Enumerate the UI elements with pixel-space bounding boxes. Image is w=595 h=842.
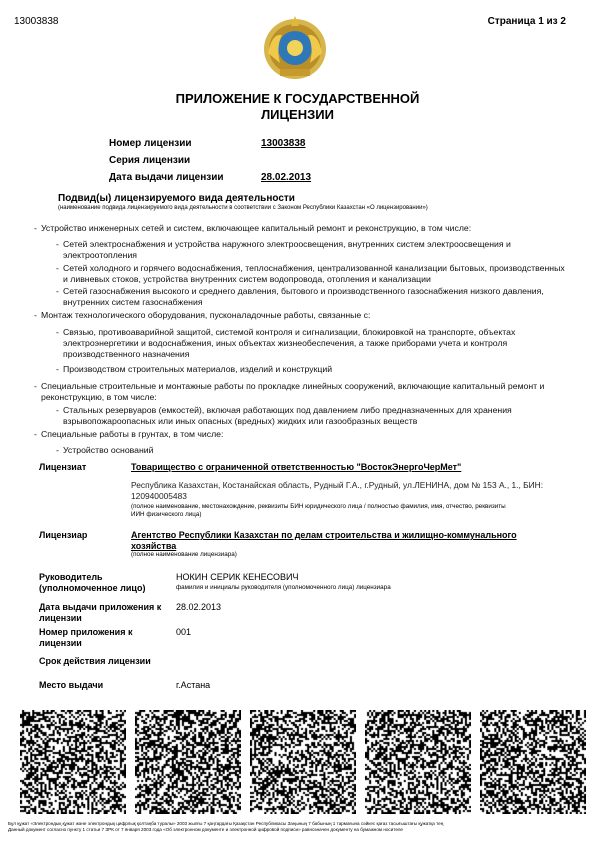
licensee-label: Лицензиат [39, 462, 87, 472]
licensor-note: (полное наименование лицензиара) [131, 551, 237, 558]
activity-subitem: - Производством строительных материалов, изделий и конструкций [56, 364, 333, 374]
appendix-number-value: 001 [176, 627, 192, 637]
head-note: фамилия и инициалы руководителя (уполномоченного лица) лицензиара [176, 584, 391, 591]
qr-code [20, 710, 126, 814]
activity-subitem: - Сетей электроснабжения и устройства наружного электроосвещения, внутренних систем электроосвещения и электроотопления [56, 239, 511, 260]
place-label: Место выдачи [39, 680, 104, 690]
subtype-heading: Подвид(ы) лицензируемого вида деятельности [58, 193, 295, 204]
activity-subitem: - Устройство оснований [56, 445, 154, 455]
footer-line-kazakh: Бұл құжат «Электрондық құжат және электрондық цифрлық қолтаңба туралы» 2003 жылғы 7 қаңтардағы Қазақстан Республикасы Заңының 7 бабының 1 тармағына сәйкес қағаз тасығыштағы құжатқа тең [8, 821, 444, 826]
activity-item: - Устройство инженерных сетей и систем, включающее капитальный ремонт и реконструкцию, в том числе: [34, 223, 472, 233]
qr-code [480, 710, 586, 814]
head-label: Руководитель (уполномоченное лицо) [39, 572, 146, 593]
document-title [0, 91, 595, 123]
activity-subitem: - Стальных резервуаров (емкостей), включая работающих под давлением либо предназначенных для хранения взрывопожароопасных или иных опасных (вредных) жидких или газообразных веществ [56, 405, 512, 426]
licensee-name: Товарищество с ограниченной ответственностью "ВостокЭнергоЧерМет" [131, 462, 462, 472]
appendix-date-label: Дата выдачи приложения к лицензии [39, 602, 162, 623]
activity-item: - Специальные работы в грунтах, в том числе: [34, 429, 224, 439]
place-value: г.Астана [176, 680, 211, 690]
activity-subitem: - Сетей холодного и горячего водоснабжения, теплоснабжения, централизованной канализации бытовых, производственных и ливневых стоков, устройства внутренних систем водопровода, отопления и канализации [56, 263, 565, 284]
license-number-label: Номер лицензии [109, 138, 192, 149]
licensor-name: Агентство Республики Казахстан по делам строительства и жилищно-коммунального хозяйства [131, 530, 517, 551]
qr-code [365, 710, 471, 814]
license-date-label: Дата выдачи лицензии [109, 172, 224, 183]
license-series-label: Серия лицензии [109, 155, 191, 166]
licensee-note: (полное наименование, местонахождение, реквизиты БИН юридического лица / полностью фамилия, имя, отчество, реквизиты ИИН физического лица) [131, 503, 506, 518]
qr-code [250, 710, 356, 814]
appendix-date-value: 28.02.2013 [176, 602, 222, 612]
licensor-label: Лицензиар [39, 530, 88, 540]
appendix-number-label: Номер приложения к лицензии [39, 627, 133, 648]
title-line-2: ЛИЦЕНЗИИ [261, 107, 334, 122]
validity-label: Срок действия лицензии [39, 656, 151, 666]
license-number-value: 13003838 [261, 138, 306, 149]
activity-subitem: - Связью, противоаварийной защитой, системой контроля и сигнализации, блокировкой на транспорте, объектах электроэнергетики и водоснабжения, иных объектах жизнеобеспечения, а также приборами учета и контроля производственного назначения [56, 327, 516, 359]
footer-legal-note [8, 821, 568, 833]
page-indicator: Страница 1 из 2 [487, 16, 566, 27]
footer-line-russian: Данный документ согласно пункту 1 статьи 7 ЗРК от 7 января 2003 года «Об электронном документе и электронной цифровой подписи» равнозначен документу на бумажном носителе [8, 827, 403, 832]
license-date-value: 28.02.2013 [261, 172, 312, 183]
activity-subitem: - Сетей газоснабжения высокого и среднего давления, бытового и производственного газоснабжения низкого давления, внутренних систем газоснабжения [56, 286, 544, 307]
licensee-address: Республика Казахстан, Костанайская область, Рудный Г.А., г.Рудный, ул.ЛЕНИНА, дом № 153 А., 1., БИН: 120940005483 [131, 480, 544, 501]
document-number: 13003838 [14, 16, 59, 27]
qr-code [135, 710, 241, 814]
activity-item: - Специальные строительные и монтажные работы по прокладке линейных сооружений, включающие капитальный ремонт и реконструкцию, в том числе: [34, 381, 545, 402]
title-line-1: ПРИЛОЖЕНИЕ К ГОСУДАРСТВЕННОЙ [175, 91, 420, 106]
head-name: НОКИН СЕРИК КЕНЕСОВИЧ [176, 572, 299, 582]
subtype-note: (наименование подвида лицензируемого вида деятельности в соответствии с Законом Республики Казахстан «О лицензировании») [58, 205, 428, 211]
activity-item: - Монтаж технологического оборудования, пусконаладочные работы, связанные с: [34, 310, 371, 320]
kazakhstan-emblem-icon [262, 13, 328, 81]
